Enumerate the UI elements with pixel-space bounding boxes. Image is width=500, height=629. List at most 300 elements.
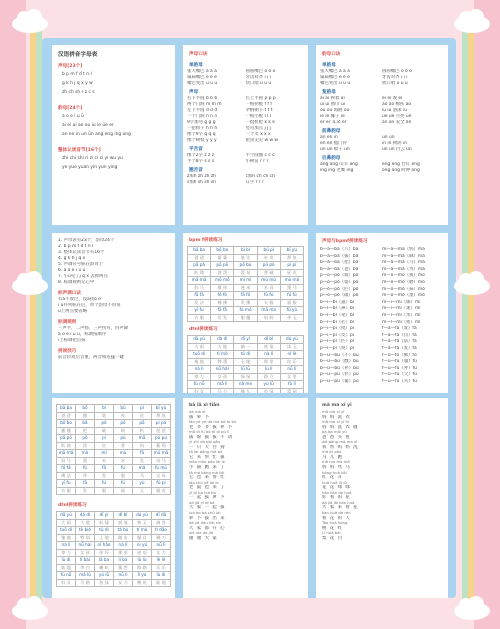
card-initials-rhymes [183, 45, 308, 225]
character-cell: 马 路 [76, 580, 95, 588]
rhyme-text: 张大嘴巴 a a a [187, 69, 217, 74]
note-line: 3. 整体认读音节有16个 [58, 250, 105, 255]
combo-text: b—à—bà（爸）bà [320, 266, 359, 272]
rhyme-text: ou ou 海鸥 ou [320, 108, 350, 113]
combo-row [316, 353, 448, 360]
character-cell: 特 别 [76, 535, 95, 543]
rules-heading: 标调规则 [58, 320, 77, 325]
character-cell: 拿 力 [57, 550, 76, 558]
pinyin-cell: bō [76, 405, 95, 413]
character-cell: 陆 地 [57, 565, 76, 573]
sentence-characters: 小 猫 跑 来 了 [189, 465, 226, 471]
sentence-characters: 妈 妈 洗 衣 [322, 414, 351, 420]
note-line: 2. b p m f d t n l [58, 244, 94, 249]
combo-row [316, 333, 448, 340]
character-cell: 那 里 [258, 359, 281, 367]
pinyin-cell: fǔ yù [281, 307, 304, 315]
sentence-pinyin: lǎo yé ye dà mǎ bō fù bǔ [189, 420, 237, 425]
sentence-characters: 它 来 帮 忙 拔 [189, 454, 226, 460]
sentence-pinyin: yī qǐ bá luó bo [189, 490, 216, 495]
character-cell: 葡 萄 [152, 443, 171, 451]
combo-text: b—ǐ—bǐ（笔）bǐ [320, 312, 354, 318]
pinyin-cell: fù lǐ [281, 381, 304, 389]
pinyin-cell: bā ba [57, 405, 76, 413]
card-story-reading-2 [316, 398, 448, 598]
combo-text: m—ì—mì（密）mì [382, 319, 421, 325]
character-cell: 独 玉 [133, 520, 152, 528]
character-cell: 佛 法 [57, 473, 76, 481]
rhyme-text: 吹口哨 ü ü ü [382, 81, 408, 86]
sentence-characters: 妈 妈 洗 衣 服 [322, 424, 359, 430]
pinyin-cell: dú yù [133, 512, 152, 520]
character-cell: 衣 服 [57, 488, 76, 496]
pinyin-cell: dā yǔ [188, 336, 211, 344]
rhyme-text: c加h ch ch ch [245, 174, 275, 179]
pinyin-cell: tǔ dì [95, 527, 114, 535]
character-cell: 妈 妈 [258, 315, 281, 323]
alphabet-line: ye yue yuan yin yun ying [62, 165, 118, 170]
pinyin-cell: nǚ hái [211, 366, 234, 374]
note-line: 1. 声母表有23个，韵母24个 [58, 238, 115, 243]
rhyme-row [316, 147, 448, 153]
sentence-characters: 老 鼠 也 来 了 [189, 485, 226, 491]
character-cell: 读 玉 [281, 344, 304, 352]
rhyme-text: 嘴巴突出 u u u [320, 81, 351, 86]
combo-text: m—ǎ—mǎ（马）mǎ [382, 260, 425, 266]
rule-line: 一声平，二声扬，三声拐弯，四声降 [58, 326, 129, 331]
rhyme-text: er er 耳朵 er [320, 120, 347, 125]
rhyme-text: 一挺机枪 k k k [245, 120, 275, 125]
character-cell: 把 [76, 428, 95, 436]
pinyin-cell: pā [133, 420, 152, 428]
sentence-pinyin: Táo huā hóng [322, 521, 348, 526]
sentence-pinyin: bà ba mǎi yú [322, 430, 347, 435]
card-alphabet-table [52, 45, 175, 225]
character-cell: 富 丽 [281, 389, 304, 394]
character-cell: 女 力 [114, 580, 133, 588]
card-notes [52, 233, 175, 393]
pinyin-cell: dī yí [234, 336, 257, 344]
character-cell: 皮 [95, 443, 114, 451]
sentence-pinyin: tā lái bāng mǎ bō [189, 450, 223, 455]
sentence-characters: 红 花 开 [322, 475, 343, 481]
sentence-characters: 妈 妈 骂 马 [322, 465, 351, 471]
pinyin-cell: lǜ lǜ [234, 366, 257, 374]
character-cell: 迷 米 [234, 285, 257, 293]
combo-row [316, 280, 448, 287]
character-cell: 大 雨 [57, 520, 76, 528]
sentence-pinyin: Lí huā bái [322, 531, 341, 536]
pinyin-cell: mā mǎ [188, 277, 211, 285]
rhyme-text: ai ai 挨着 ai [320, 96, 345, 101]
character-cell: 笔 比 [234, 255, 257, 263]
sentence-pinyin: wǒ bāng mā ma xǐ [322, 440, 358, 445]
rhyme-text: 圆圆嘴巴 o o o [245, 69, 276, 74]
card-title: 声母与bpmf拼读练习 [322, 239, 368, 244]
cloud-icon [10, 270, 50, 296]
pinyin-cell: mò mǎ [281, 277, 304, 285]
character-cell: 发 法 [188, 300, 211, 308]
alphabet-line: a o e i u ü [62, 114, 84, 119]
pinyin-cell: fú mó [234, 307, 257, 315]
character-cell: 夫 服 [258, 300, 281, 308]
practice-title: dtnl拼读练习 [189, 327, 218, 332]
practice-title: dtnl拼读练习 [58, 503, 87, 508]
rhyme-text: 像个9字 q q q [187, 132, 216, 137]
rhyme-text: 一根拐棍 f f f [245, 102, 272, 107]
character-cell: 趴 [133, 428, 152, 436]
character-cell: 服 [95, 488, 114, 496]
pinyin-cell: fú [114, 480, 133, 488]
pinyin-cell: tì mò [211, 351, 234, 359]
combo-text: b—ū—bū（不）bū [320, 352, 359, 358]
pinyin-cell: bī yú [152, 405, 171, 413]
pinyin-cell: yù [133, 480, 152, 488]
pinyin-cell: nà lǐ [258, 351, 281, 359]
sentence-characters: 花 花 绿 绿 [322, 485, 351, 491]
rhyme-text: ün ün 白云 ün [382, 147, 412, 152]
pinyin-cell: fā [133, 450, 152, 458]
pinyin-cell: mù [114, 450, 133, 458]
rhyme-text: 右下半圆 b b b [187, 96, 218, 101]
pinyin-cell: dà dì [76, 512, 95, 520]
pinyin-cell: lǐ bái [76, 557, 95, 565]
pinyin-cell: bō bo [211, 247, 234, 255]
pinyin-cell: fā fā [211, 307, 234, 315]
rhyme-text: ei ei 诶 ei [382, 96, 403, 101]
sentence-pinyin: mǎ dì fù bó dì dì bù lì [189, 430, 230, 435]
character-cell: 马 [133, 473, 152, 481]
pinyin-cell: ná lì [188, 366, 211, 374]
character-cell: 破 [95, 428, 114, 436]
character-cell: 你 好 [95, 550, 114, 558]
combo-text: b—ā—bā（八）bā [320, 247, 359, 252]
sentence-pinyin: mǎ ér pǎo [322, 450, 342, 455]
sentence-pinyin: dà jiā yī qǐ bá [189, 500, 215, 505]
rhyme-row [316, 81, 448, 87]
pinyin-cell: dǐ bǐ [114, 512, 133, 520]
pinyin-cell: tuō dì [188, 351, 211, 359]
rhyme-text: 圆圆嘴巴 o o o [382, 69, 412, 74]
character-cell: 补 [114, 413, 133, 421]
combo-row [316, 359, 448, 366]
character-cell: 父 母 [152, 473, 171, 481]
combo-row [316, 260, 448, 267]
character-cell: 鲤 鱼 [133, 580, 152, 588]
combo-text: p—ū—pū（扑）pū [320, 372, 359, 378]
combo-text: f—ǔ—fǔ（斧）fǔ [382, 365, 417, 371]
pinyin-cell: fù mǔ [152, 465, 171, 473]
combo-text: b—ī—bī（逼）bī [320, 299, 354, 305]
combo-row [316, 346, 448, 353]
story-heading: mā ma xǐ yī [322, 403, 352, 408]
character-cell: 鱼 绿 [95, 580, 114, 588]
pinyin-cell: nǚ hái [76, 542, 95, 550]
sentence-characters: 老 爷 爷 拔 萝 卜 [189, 424, 234, 430]
character-cell: 低 矮 [95, 520, 114, 528]
pinyin-cell: nì yǔ [133, 542, 152, 550]
card-story-reading [183, 398, 308, 598]
rhyme-text: iu iu 游泳 iu [382, 108, 407, 113]
character-cell: 衣 服 [188, 315, 211, 323]
sentence-characters: 马 儿 跑 [322, 454, 343, 460]
pinyin-cell: pā pō [57, 435, 76, 443]
character-cell: 普 [114, 443, 133, 451]
rhyme-text: ong ong 时钟 ong [382, 168, 420, 173]
character-cell: 笔 [95, 413, 114, 421]
section-head: 韵母[24个] [58, 106, 83, 111]
rhyme-text: 左下半圆 d d d [187, 108, 218, 113]
sentence-characters: 一 起 拔 萝 卜 [189, 495, 226, 501]
sentence-characters: 梨 花 白 [322, 535, 343, 541]
pinyin-cell: fó fǎ [57, 465, 76, 473]
pinyin-cell: lù dì [57, 557, 76, 565]
combo-row [316, 293, 448, 300]
pinyin-cell: mí mǐ [234, 277, 257, 285]
combo-text: f—ū—fū（夫）fū [382, 378, 417, 384]
rhyme-text: 一个门洞 n n n [187, 114, 218, 119]
rhyme-text: 竖弯加点 j j j [245, 126, 271, 131]
pinyin-cell: pǔ pò [258, 262, 281, 270]
character-cell: 摸 抹 [211, 285, 234, 293]
pinyin-cell: yī fu [57, 480, 76, 488]
character-cell: 发 佛 [234, 300, 257, 308]
pinyin-cell: pō [114, 420, 133, 428]
character-cell: 那 里 [114, 550, 133, 558]
rhyme-text: 嘴巴突出 u u u [187, 81, 218, 86]
combo-text: m—ī—mī（咪）mī [382, 299, 421, 305]
pinyin-cell: fā fó [234, 292, 257, 300]
pinyin-cell: dī dā [152, 512, 171, 520]
rhyme-text: un ün [382, 135, 395, 140]
sentence-characters: 我 帮 妈 妈 洗 [322, 444, 359, 450]
sentence-pinyin: mā mā xǐ yī [322, 410, 345, 414]
pinyin-cell: bǎ [76, 420, 95, 428]
pinyin-cell: dā yǔ [57, 512, 76, 520]
pinyin-cell: yú lǜ [258, 381, 281, 389]
pinyin-cell: pò [95, 420, 114, 428]
combo-text: m—à—mà（骂）mà [382, 266, 425, 272]
pinyin-cell: fā [95, 465, 114, 473]
rhyme-text: s加h sh sh sh [187, 180, 216, 185]
character-cell: 鼻 鱼 [281, 255, 304, 263]
character-cell: 女 孩 [76, 550, 95, 558]
combo-text: p—ó—pó（婆）pó [320, 279, 359, 285]
character-cell: 妇 女 [57, 580, 76, 588]
character-cell: 发 [76, 488, 95, 496]
card-title: 汉语拼音字母表 [58, 52, 98, 58]
note-line: 7. 小ü见了j q x 去掉两点 [58, 274, 108, 279]
rhyme-text: 右上半圆 p p p [245, 96, 276, 101]
technique-text: 前音轻短后音重，两音相连猛一碰 [58, 355, 124, 360]
character-cell: 篱 笆 [114, 565, 133, 573]
combo-text: p—ì—pì（屁）pì [320, 345, 354, 351]
combo-text: f—á—fá（罚）fá [382, 332, 417, 338]
cloud-icon [452, 270, 492, 296]
combo-text: b—ú—bú（醭）bú [320, 359, 359, 365]
character-cell: 陆 地 [152, 580, 171, 588]
cloud-icon [452, 8, 492, 34]
pinyin-cell: pí [133, 405, 152, 413]
combo-row [316, 267, 448, 274]
combo-text: f—ǎ—fǎ（法）fǎ [382, 339, 417, 345]
rhyme-text: ang ang 山羊 ang [320, 162, 358, 167]
cloud-icon [10, 595, 50, 621]
pinyin-cell: nǐ lè [281, 351, 304, 359]
pinyin-cell: pí pá [152, 420, 171, 428]
pinyin-cell: lù lì [258, 366, 281, 374]
pinyin-cell: lù dì [152, 572, 171, 580]
character-cell: 鼻 鱼 [152, 413, 171, 421]
pinyin-cell: pì pǐ [281, 262, 304, 270]
character-cell: 大 地 [211, 344, 234, 352]
pinyin-cell: pō [76, 435, 95, 443]
pinyin-cell: fù nǚ [57, 572, 76, 580]
card-finals-rhymes [316, 45, 448, 225]
pinyin-cell: mù mǔ [258, 277, 281, 285]
character-cell: 喇 叭 [95, 565, 114, 573]
pinyin-cell: yī fu [188, 307, 211, 315]
card-bpmf-combos [316, 233, 448, 393]
pinyin-cell: ná lì [57, 542, 76, 550]
pinyin-cell: pǔ [114, 435, 133, 443]
character-cell: 米 [95, 458, 114, 466]
sentence-pinyin: xiǎo māo pǎo lái le [189, 460, 226, 465]
character-cell: 爸 爸 [188, 255, 211, 263]
pinyin-cell: lè lè [152, 557, 171, 565]
combo-text: b—í—bí（鼻）bí [320, 306, 354, 312]
rhyme-row [183, 81, 308, 87]
character-cell: 木 [114, 458, 133, 466]
character-cell: 李 白 [76, 565, 95, 573]
sentence-characters: 大 家 一 起 拔 [189, 505, 226, 511]
character-cell: 发 发 [211, 315, 234, 323]
pinyin-cell: nà lǐ [114, 542, 133, 550]
pinyin-cell: mò [76, 450, 95, 458]
character-cell: 坡 [114, 428, 133, 436]
pinyin-cell: fú fú [281, 292, 304, 300]
combo-text: p—ò—pò（破）pò [320, 293, 359, 299]
pinyin-cell: tí mù [133, 527, 152, 535]
character-cell: 哪 么 [234, 389, 257, 394]
character-cell: 普 破 [258, 270, 281, 278]
pinyin-cell: nǚ lì [152, 542, 171, 550]
combo-text: m—í—mí（迷）mí [382, 306, 421, 312]
combo-row [316, 366, 448, 373]
sentence-pinyin: tā mǎ bāng mǎ bō [189, 470, 224, 475]
group-heading: 平舌音 [189, 147, 203, 152]
character-cell: 佛 佛 [211, 300, 234, 308]
sentence-pinyin: luó bo bá chū lái [189, 510, 221, 515]
sentence-pinyin: mā ma mà mǎ [322, 460, 350, 465]
combo-row [316, 300, 448, 307]
character-cell: 泼 [76, 443, 95, 451]
character-cell: 屁 皮 [281, 270, 304, 278]
sentence-pinyin: xiè xie dà jiā [189, 531, 214, 536]
combo-row [316, 254, 448, 261]
combo-text: p—ō—pō（坡）pō [320, 273, 359, 279]
combo-text: m—ǒ—mǒ（抹）mǒ [382, 286, 425, 292]
pinyin-cell: fā fǎ [188, 292, 211, 300]
character-cell: 路 立 [258, 374, 281, 382]
pinyin-cell: fǔ [76, 465, 95, 473]
combo-text: m—ò—mò（墨）mò [382, 293, 425, 299]
character-cell: 福 [114, 488, 133, 496]
pinyin-cell: bā ba [188, 247, 211, 255]
combo-row [316, 379, 448, 386]
cloud-icon [452, 595, 492, 621]
combo-row [316, 306, 448, 313]
rhyme-text: in in 树阴 in [382, 141, 407, 146]
combo-text: m—ó—mó（磨）mó [382, 279, 425, 285]
tips-heading: 标声调口诀 [58, 291, 81, 296]
sentence-characters: 爸 爸 买 鱼 [322, 434, 351, 440]
character-cell: 母 马 [152, 458, 171, 466]
card-title: 声母口诀 [189, 52, 208, 57]
character-cell: 爸 爸 [57, 413, 76, 421]
combo-text: f—à—fà（发）fà [382, 345, 417, 351]
pinyin-cell: mā mǎ [57, 450, 76, 458]
pinyin-cell: tì dāo [152, 527, 171, 535]
rhyme-text: 日字 r r r [245, 180, 264, 185]
character-cell: 女 孩 [211, 374, 234, 382]
pinyin-cell: mǔ mǎ [152, 450, 171, 458]
pinyin-cell: tuō dì [57, 527, 76, 535]
character-cell: 拖 地 [188, 359, 211, 367]
pinyin-cell: fó fó [211, 292, 234, 300]
sentence-pinyin: yī zhī dà bái gǒu [189, 440, 221, 445]
group-heading: 单韵母 [189, 63, 203, 68]
rhyme-text: üe üe 月亮 üe [382, 114, 412, 119]
character-cell: 婆 婆 [211, 255, 234, 263]
group-heading: 后鼻韵母 [322, 156, 341, 161]
note-line: 4. g k h j q x [58, 256, 86, 261]
alphabet-line: an en in un ün ang eng ing ong [62, 132, 131, 137]
sentence-characters: 萝 卜 拔 出 来 [189, 515, 226, 521]
tip-line: 有a不放过，没a找o e [58, 297, 101, 302]
note-line: 5. 声调符号标在韵母上 [58, 262, 104, 267]
pinyin-cell: pí [95, 435, 114, 443]
character-cell: 逆 语 [133, 550, 152, 558]
pinyin-cell: dà dì [211, 336, 234, 344]
rhyme-row [316, 120, 448, 126]
group-heading: 声母 [189, 90, 199, 95]
sentence-characters: 好 看 的 花 [322, 495, 351, 501]
rhyme-text: 像个2字 z z z [187, 153, 215, 158]
combo-row [316, 372, 448, 379]
character-cell: 墨 马 [281, 285, 304, 293]
sentence-pinyin: mā ma xǐ yī fú [322, 420, 350, 425]
rhyme-text: 扁扁嘴巴 e e e [187, 75, 217, 80]
combo-text: f—ù—fù（父）fù [382, 372, 417, 378]
pinyin-cell: tǔ dì [234, 351, 257, 359]
rhyme-row [183, 159, 308, 165]
character-cell: 斧 玉 [281, 315, 304, 323]
pinyin-cell: fā [76, 480, 95, 488]
character-cell: 泼 布 [234, 270, 257, 278]
character-cell: 服 魔 [234, 315, 257, 323]
rhyme-text: 一把椅子 h h h [187, 126, 218, 131]
character-cell: 琵 琶 [152, 428, 171, 436]
pinyin-cell: fú [114, 465, 133, 473]
card-bpmf-practice [183, 233, 308, 393]
pinyin-cell: nǐ hǎo [95, 542, 114, 550]
rhyme-text: 半个圆圈 c c c [245, 153, 275, 158]
pinyin-cell: mā [133, 435, 152, 443]
combo-text: f—ú—fú（服）fú [382, 359, 417, 365]
combo-text: p—ī—pī（批）pī [320, 326, 354, 332]
character-cell: 拖 地 [57, 535, 76, 543]
